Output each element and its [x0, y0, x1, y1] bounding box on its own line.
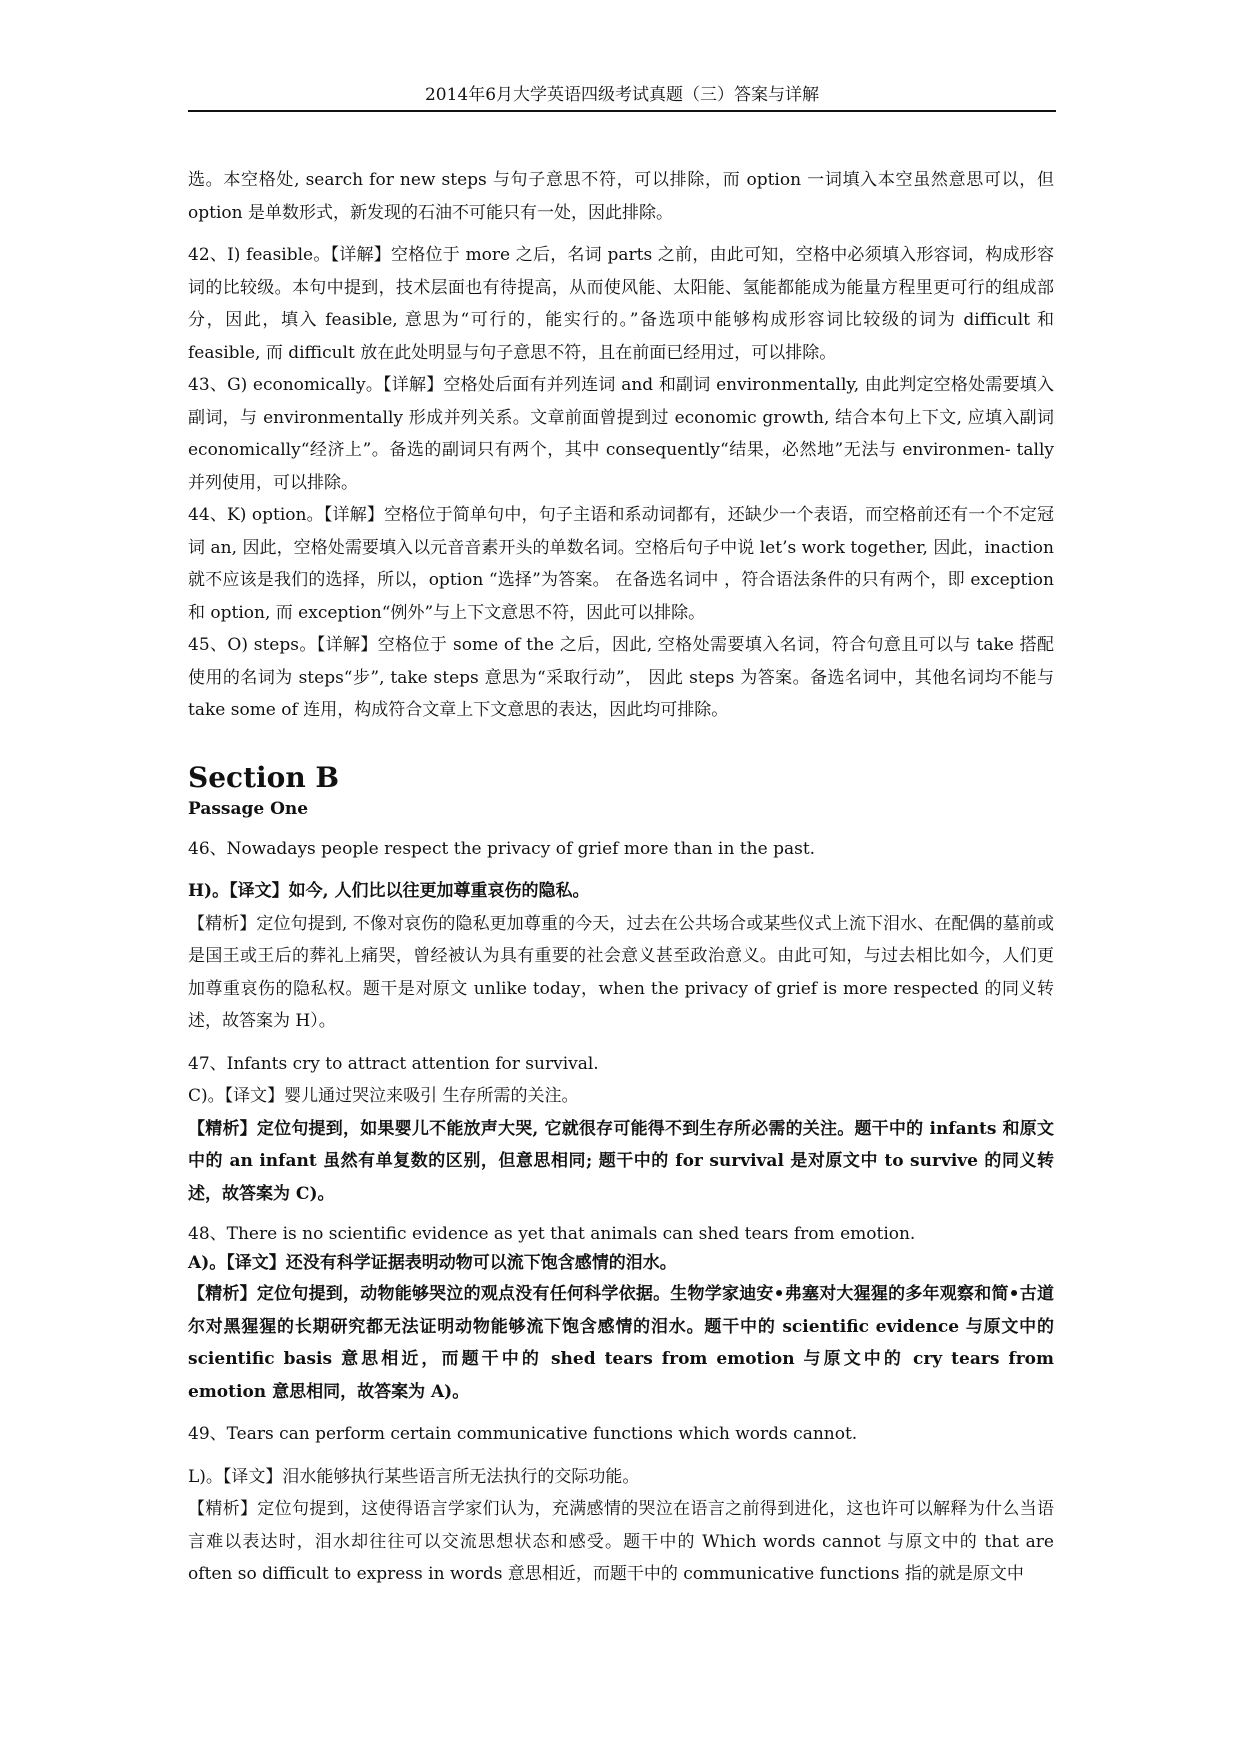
passage-title: Passage One [188, 798, 309, 819]
explanation-45: 45、O) steps。【详解】空格位于 some of the 之后，因此, 空格处需要填入名词，符合句意且可以与 take 搭配使用的名词为 steps“步”, take steps 意思为“采取行动”， 因此 steps 为答案。备选名词中，其他名词均不能与 take some of 连用，构成符合文章上下文意思的表达，因此均可排除。 [188, 635, 1054, 720]
answer-49: L)。【译文】泪水能够执行某些语言所无法执行的交际功能。 [188, 1466, 640, 1487]
analysis-48: 【精析】定位句提到，动物能够哭泣的观点没有任何科学依据。生物学家迪安•弗塞对大猩猩的多年观察和简•古道尔对黑猩猩的长期研究都无法证明动物能够流下饱含感情的泪水。题干中的 scientific evidence 与原文中的 scientific basis 意思相近，而题干中的 shed tears from emotion 与原文中的 cry tears from emotion 意思相同，故答案为 A)。 [188, 1284, 1054, 1402]
question-49: 49、Tears can perform certain communicative functions which words cannot. [188, 1424, 858, 1444]
answer-48: A)。【译文】还没有科学证据表明动物可以流下饱含感情的泪水。 [188, 1253, 677, 1273]
section-title: Section B [188, 760, 340, 794]
explanation-42: 42、I) feasible。【详解】空格位于 more 之后，名词 parts 之前，由此可知，空格中必须填入形容词，构成形容词的比较级。本句中提到，技术层面也有待提高，从而使风能、太阳能、氢能都能成为能量方程里更可行的组成部分，因此，填入 feasible, 意思为“可行的，能实行的。”备选项中能够构成形容词比较级的词为 difficult 和 feasible, 而 difficult 放在此处明显与句子意思不符，且在前面已经用过，可以排除。 [188, 245, 1054, 363]
analysis-49: 【精析】定位句提到，这使得语言学家们认为，充满感情的哭泣在语言之前得到进化，这也许可以解释为什么当语言难以表达时，泪水却往往可以交流思想状态和感受。题干中的 Which words cannot 与原文中的 that are often so difficult to express in words 意思相近，而题干中的 communicative functions 指的就是原文中 [188, 1499, 1054, 1584]
question-46: 46、Nowadays people respect the privacy of grief more than in the past. [188, 838, 816, 859]
analysis-47: 【精析】定位句提到，如果婴儿不能放声大哭, 它就很存可能得不到生存所必需的关注。题干中的 infants 和原文中的 an infant 虽然有单复数的区别，但意思相同; 题干中的 for survival 是对原文中 to survive 的同义转述，故答案为 C)。 [188, 1118, 1054, 1204]
explanation-41-continued: 选。本空格处, search for new steps 与句子意思不符，可以排除，而 option 一词填入本空虽然意思可以，但 option 是单数形式，新发现的石油不可能只有一处，因此排除。 [188, 170, 1054, 223]
answer-46: H)。【译文】如今, 人们比以往更加尊重哀伤的隐私。 [188, 881, 590, 901]
page-header-title: 2014年6月大学英语四级考试真题（三）答案与详解 [424, 85, 820, 105]
explanation-44: 44、K) option。【详解】空格位于简单句中，句子主语和系动词都有，还缺少一个表语，而空格前还有一个不定冠词 an, 因此，空格处需要填入以元音音素开头的单数名词。空格后句子中说 let’s work together, 因此，inaction 就不应该是我们的选择，所以，option “选择”为答案。 在备选名词中 ，符合语法条件的只有两个，即 exception 和 option, 而 exception“例外”与上下文意思不符，因此可以排除。 [188, 505, 1054, 623]
question-48: 48、There is no scientific evidence as yet that animals can shed tears from emotion. [188, 1224, 916, 1244]
header-divider [188, 110, 1056, 112]
explanation-43: 43、G) economically。【详解】空格处后面有并列连词 and 和副词 environmentally, 由此判定空格处需要填入副词，与 environmentally 形成并列关系。文章前面曾提到过 economic growth, 结合本句上下文, 应填入副词 economically“经济上”。备选的副词只有两个，其中 consequently“结果，必然地”无法与 environmen- tally 并列使用，可以排除。 [188, 375, 1054, 493]
answer-47: C)。【译文】婴儿通过哭泣来吸引 生存所需的关注。 [188, 1086, 579, 1106]
page-body [188, 164, 1054, 1591]
question-47: 47、Infants cry to attract attention for survival. [188, 1053, 599, 1074]
analysis-46: 【精析】定位句提到, 不像对哀伤的隐私更加尊重的今天，过去在公共场合或某些仪式上流下泪水、在配偶的墓前或是国王或王后的葬礼上痛哭，曾经被认为具有重要的社会意义甚至政治意义。由此可知，与过去相比如今，人们更加尊重哀伤的隐私权。题干是对原文 unlike today，when the privacy of grief is more respected 的同义转述，故答案为 H）。 [188, 913, 1054, 1031]
